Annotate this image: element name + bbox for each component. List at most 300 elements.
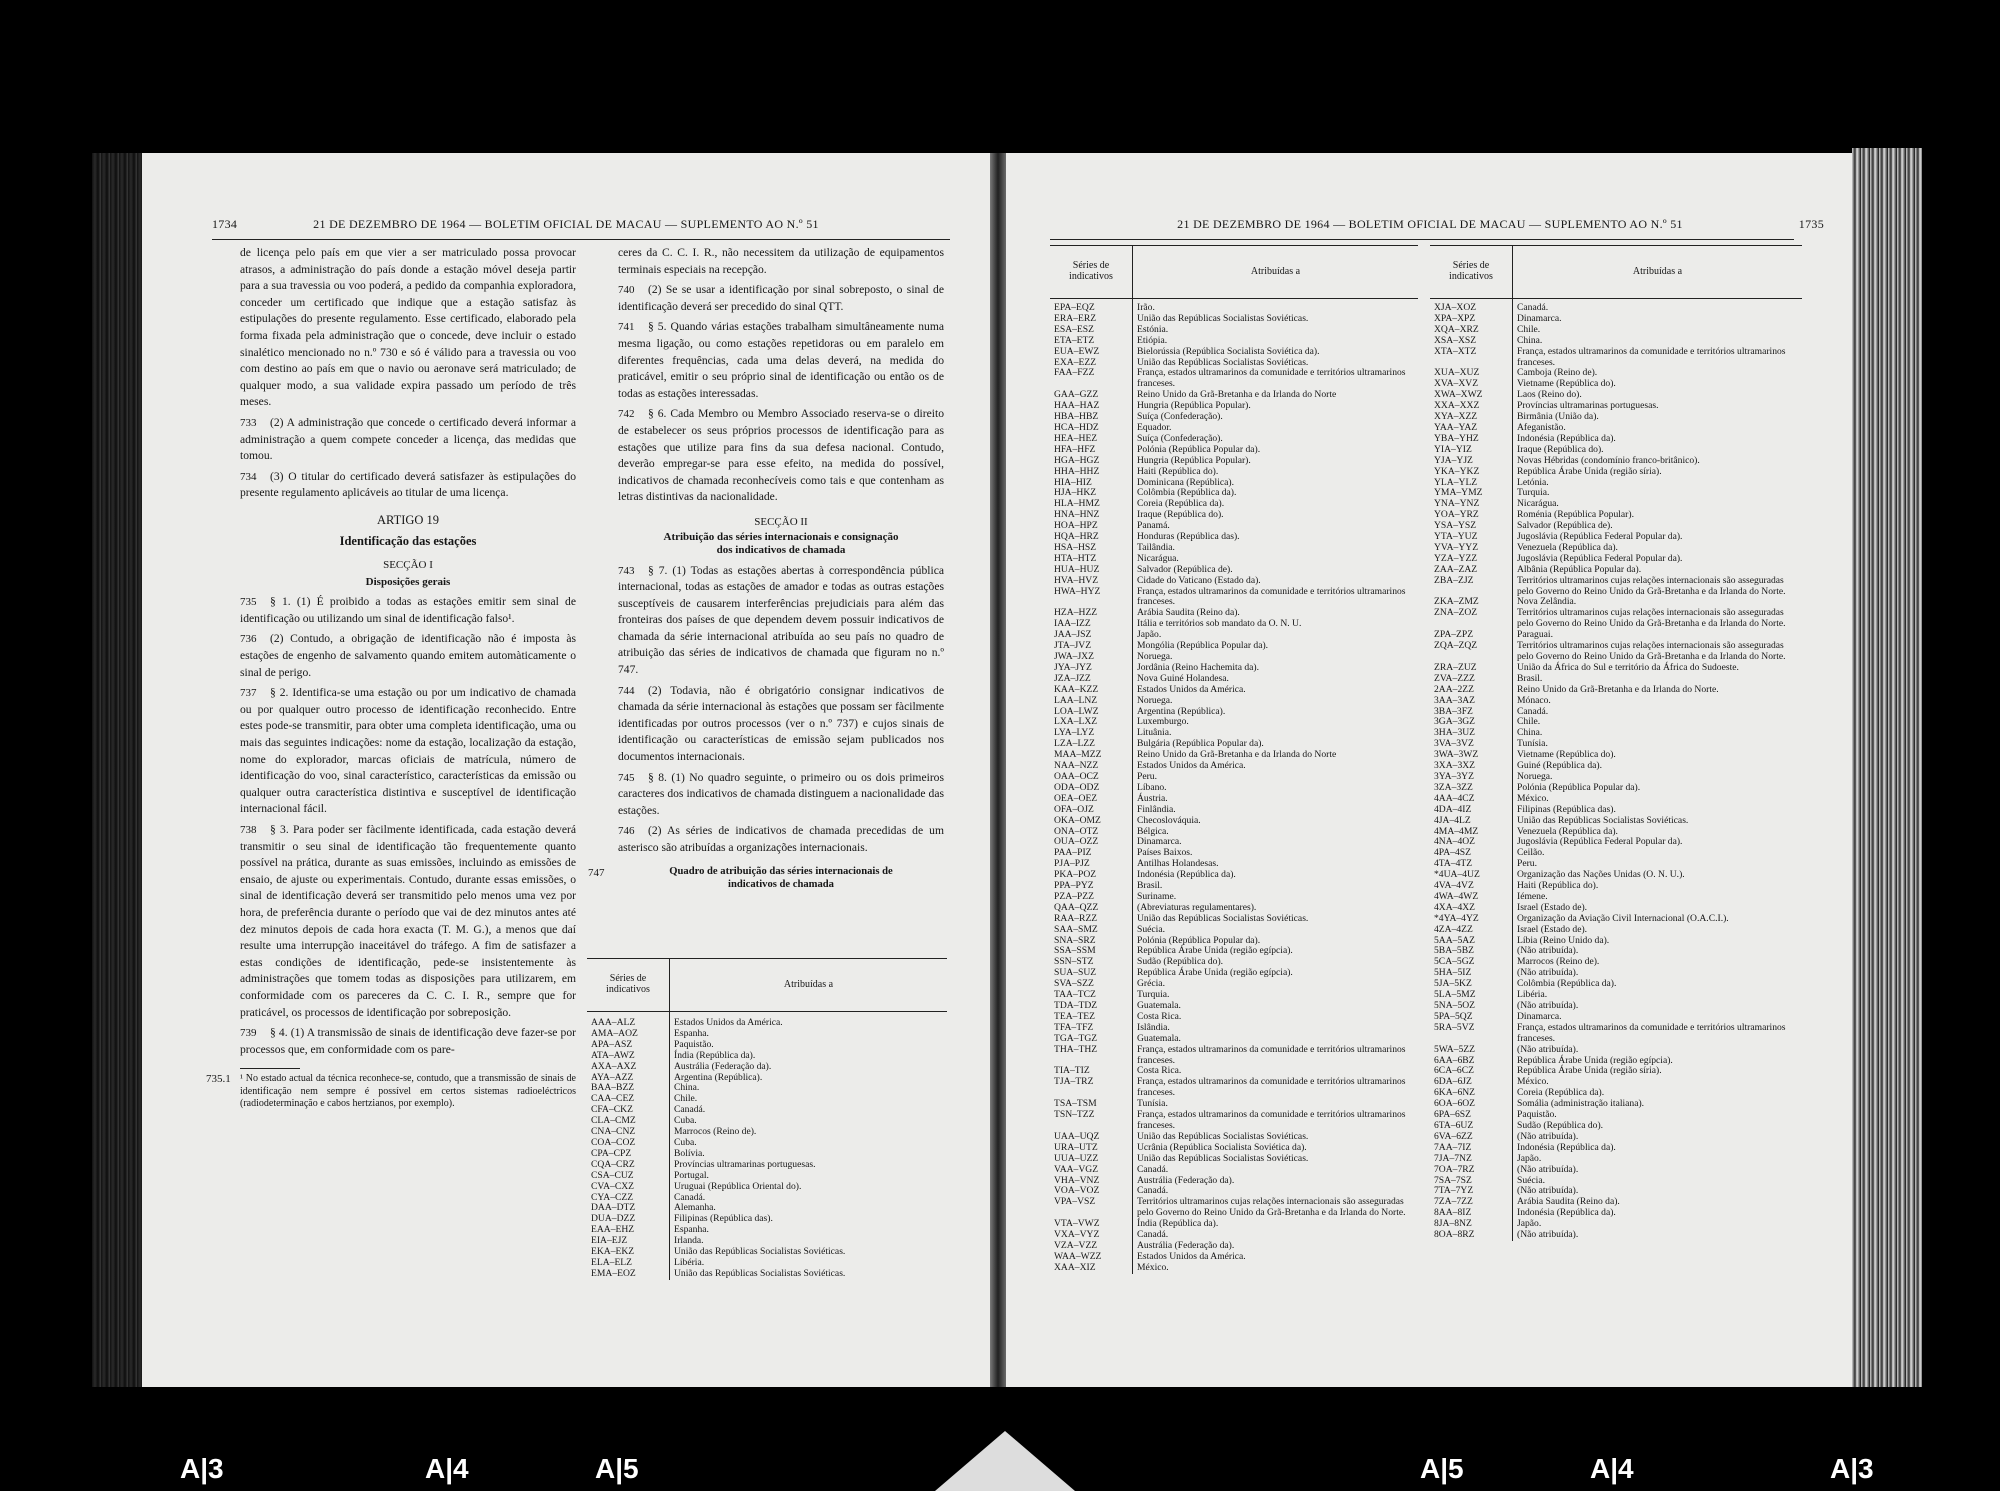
assigned-to-cell: Paquistão. bbox=[674, 1038, 714, 1050]
assigned-to-cell: Indonésia (República da). bbox=[1517, 1207, 1616, 1219]
table-row bbox=[1050, 1165, 1418, 1176]
series-code-cell: 3HA–3UZ bbox=[1430, 728, 1513, 739]
series-code-cell: URA–UTZ bbox=[1050, 1143, 1133, 1154]
assigned-to-cell: União das Repúblicas Socialistas Soviéticas. bbox=[1517, 814, 1689, 826]
series-code-cell: ZAA–ZAZ bbox=[1430, 565, 1513, 576]
assigned-to-cell: Noruega. bbox=[1137, 651, 1173, 662]
series-code-cell: 6KA–6NZ bbox=[1430, 1088, 1513, 1099]
table-row bbox=[1430, 325, 1802, 336]
table-row bbox=[587, 1029, 947, 1040]
paragraph bbox=[240, 631, 576, 681]
assigned-to-cell: Iraque (República do). bbox=[1137, 509, 1224, 521]
series-code-cell: JWA–JXZ bbox=[1050, 652, 1133, 663]
assigned-to-cell: Suriname. bbox=[1137, 890, 1177, 902]
series-code-cell: 5WA–5ZZ bbox=[1430, 1045, 1513, 1056]
left-table-head-series: Séries de indicativos bbox=[587, 959, 670, 1012]
assigned-to-cell: Indonésia (República da). bbox=[1137, 869, 1236, 881]
table-row bbox=[587, 1105, 947, 1116]
paragraph-number: 734 bbox=[240, 470, 257, 483]
left-binding-edge bbox=[92, 153, 144, 1387]
table-row bbox=[1050, 870, 1418, 881]
series-code-cell: XYA–XZZ bbox=[1430, 412, 1513, 423]
assigned-to-cell: União das Repúblicas Socialistas Soviéticas. bbox=[1137, 1130, 1309, 1142]
page-gutter bbox=[990, 153, 1006, 1387]
table-row bbox=[1430, 881, 1802, 892]
table-row bbox=[1050, 717, 1418, 728]
assigned-to-cell: Sudão (República do). bbox=[1137, 956, 1224, 968]
table-row bbox=[1430, 488, 1802, 499]
series-code-cell: TIA–TIZ bbox=[1050, 1066, 1133, 1077]
table-row bbox=[1050, 805, 1418, 816]
series-code-cell: YZA–YZZ bbox=[1430, 554, 1513, 565]
table-row bbox=[1430, 1208, 1802, 1219]
assigned-to-cell: Japão. bbox=[1517, 1218, 1542, 1230]
right-series-table-1 bbox=[1050, 245, 1418, 1274]
series-code-cell: XXA–XXZ bbox=[1430, 401, 1513, 412]
table-747-title: Quadro de atribuição das séries internacionais de indicativos de chamada bbox=[669, 865, 893, 890]
table-747-number: 747 bbox=[588, 866, 605, 879]
assigned-to-cell: Vietname (República do). bbox=[1517, 378, 1616, 390]
assigned-to-cell: Sudão (República do). bbox=[1517, 1119, 1604, 1131]
table-row bbox=[1430, 641, 1802, 663]
left-page-running-title: 21 DE DEZEMBRO DE 1964 — BOLETIM OFICIAL DE MACAU — SUPLEMENTO AO N.º 51 bbox=[313, 217, 819, 231]
assigned-to-cell: Peru. bbox=[1517, 858, 1537, 870]
series-code-cell: YAA–YAZ bbox=[1430, 423, 1513, 434]
series-code-cell: *4YA–4YZ bbox=[1430, 914, 1513, 925]
seccao-2-title: Atribuição das séries internacionais e consignação dos indicativos de chamada bbox=[663, 530, 899, 556]
right-page bbox=[1006, 153, 1854, 1387]
paragraph bbox=[240, 1025, 576, 1058]
table-row bbox=[1430, 707, 1802, 718]
table-row bbox=[1050, 925, 1418, 936]
assigned-to-cell: União das Repúblicas Socialistas Soviéticas. bbox=[674, 1267, 846, 1279]
paragraph-text: § 2. Identifica-se uma estação ou por um indicativo de chamada ou por qualquer outro processo de identificação reconhecido. Entre estes pode-se transmitir, para obter uma completa identificação, uma ou mais das seguintes indicações: nome da estação, localização da estação, nome do explorador, marcas oficiais de matrícula, número de identificação do voo, sinal característico, características da emissão ou qualquer outra característica distintiva e susceptível de identificação internacional fácil. bbox=[240, 686, 576, 816]
table-row bbox=[1430, 1176, 1802, 1187]
assigned-to-cell: Equador. bbox=[1137, 421, 1172, 433]
table-row bbox=[1430, 368, 1802, 379]
series-code-cell: ZKA–ZMZ bbox=[1430, 597, 1513, 608]
series-code-cell: TEA–TEZ bbox=[1050, 1012, 1133, 1023]
paragraph bbox=[240, 469, 576, 502]
table-row bbox=[1050, 467, 1418, 478]
series-code-cell: IAA–IZZ bbox=[1050, 619, 1133, 630]
table-row bbox=[1430, 663, 1802, 674]
assigned-to-cell: Somália (administração italiana). bbox=[1517, 1098, 1645, 1110]
assigned-to-cell: Dominicana (República). bbox=[1137, 476, 1234, 488]
table-row bbox=[1430, 1045, 1802, 1056]
assigned-to-cell: Salvador (República de). bbox=[1517, 520, 1613, 532]
series-code-cell: AAA–ALZ bbox=[587, 1018, 670, 1029]
series-code-cell: EPA–EQZ bbox=[1050, 303, 1133, 314]
assigned-to-cell: Territórios ultramarinos cujas relações internacionais são asseguradas pelo Governo do Reino Unido da Grã-Bretanha e da Irlanda do Norte. bbox=[1137, 1196, 1406, 1219]
assigned-to-cell: Filipinas (República das). bbox=[1517, 803, 1616, 815]
series-code-cell: ATA–AWZ bbox=[587, 1051, 670, 1062]
series-code-cell: UAA–UQZ bbox=[1050, 1132, 1133, 1143]
series-code-cell: COA–COZ bbox=[587, 1138, 670, 1149]
assigned-to-cell: República Árabe Unida (região egípcia). bbox=[1517, 1054, 1673, 1066]
assigned-to-cell: Austrália (Federação da). bbox=[1137, 1174, 1235, 1186]
assigned-to-cell: Brasil. bbox=[1137, 880, 1163, 892]
left-table-wrapper bbox=[587, 958, 947, 1280]
series-code-cell: JTA–JVZ bbox=[1050, 641, 1133, 652]
series-code-cell: YVA–YYZ bbox=[1430, 543, 1513, 554]
assigned-to-cell: Novas Hébridas (condomínio franco-britânico). bbox=[1517, 454, 1700, 466]
table-row bbox=[587, 1225, 947, 1236]
series-code-cell: 6CA–6CZ bbox=[1430, 1066, 1513, 1077]
series-code-cell: ETA–ETZ bbox=[1050, 336, 1133, 347]
series-code-cell: ZBA–ZJZ bbox=[1430, 576, 1513, 598]
assigned-to-cell: México. bbox=[1517, 792, 1549, 804]
series-code-cell: TAA–TCZ bbox=[1050, 990, 1133, 1001]
series-code-cell: HEA–HEZ bbox=[1050, 434, 1133, 445]
series-code-cell: EIA–EJZ bbox=[587, 1236, 670, 1247]
assigned-to-cell: (Não atribuída). bbox=[1517, 967, 1579, 979]
assigned-to-cell: Guatemala. bbox=[1137, 1032, 1181, 1044]
assigned-to-cell: Canadá. bbox=[1137, 1163, 1169, 1175]
series-code-cell: YKA–YKZ bbox=[1430, 467, 1513, 478]
seccao-heading: SECÇÃO I bbox=[383, 559, 433, 572]
assigned-to-cell: (Não atribuída). bbox=[1517, 1000, 1579, 1011]
series-code-cell: 5JA–5KZ bbox=[1430, 979, 1513, 990]
paragraph bbox=[618, 319, 944, 402]
series-code-cell: 3AA–3AZ bbox=[1430, 696, 1513, 707]
table-row bbox=[1050, 314, 1418, 325]
table-row bbox=[1430, 685, 1802, 696]
assigned-to-cell: União das Repúblicas Socialistas Soviéticas. bbox=[1137, 356, 1309, 368]
table-row bbox=[1050, 641, 1418, 652]
assigned-to-cell: Haiti (República do). bbox=[1517, 880, 1599, 892]
series-code-cell: CQA–CRZ bbox=[587, 1160, 670, 1171]
series-code-cell: RAA–RZZ bbox=[1050, 914, 1133, 925]
assigned-to-cell: Filipinas (República das). bbox=[674, 1213, 773, 1225]
assigned-to-cell: União das Repúblicas Socialistas Soviéticas. bbox=[1137, 912, 1309, 924]
assigned-to-cell: França, estados ultramarinos da comunidade e territórios ultramarinos franceses. bbox=[1517, 345, 1786, 368]
series-code-cell: HOA–HPZ bbox=[1050, 521, 1133, 532]
table-row bbox=[1050, 881, 1418, 892]
assigned-to-cell: Canadá. bbox=[674, 1191, 706, 1203]
assigned-to-cell: Bélgica. bbox=[1137, 825, 1169, 837]
table-row bbox=[1050, 837, 1418, 848]
table-row bbox=[1050, 401, 1418, 412]
assigned-to-cell: Territórios ultramarinos cujas relações internacionais são asseguradas pelo Governo do Reino Unido da Grã-Bretanha e da Irlanda do Norte. bbox=[1517, 574, 1786, 597]
assigned-to-cell: França, estados ultramarinos da comunidade e territórios ultramarinos franceses. bbox=[1137, 367, 1406, 390]
series-code-cell: HFA–HFZ bbox=[1050, 445, 1133, 456]
series-code-cell: VXA–VYZ bbox=[1050, 1230, 1133, 1241]
left-series-table bbox=[587, 958, 947, 1280]
table-747-caption bbox=[588, 865, 944, 891]
series-code-cell: CAA–CEZ bbox=[587, 1094, 670, 1105]
table-row bbox=[1430, 576, 1802, 598]
table-row bbox=[1430, 805, 1802, 816]
assigned-to-cell: (Não atribuída). bbox=[1517, 945, 1579, 957]
series-code-cell: YBA–YHZ bbox=[1430, 434, 1513, 445]
assigned-to-cell: Reino Unido da Grã-Bretanha e da Irlanda do Norte. bbox=[1517, 683, 1719, 695]
paragraph-number: 739 bbox=[240, 1027, 257, 1040]
series-code-cell: SAA–SMZ bbox=[1050, 925, 1133, 936]
table-row bbox=[1430, 761, 1802, 772]
series-code-cell: AYA–AZZ bbox=[587, 1073, 670, 1084]
assigned-to-cell: Colômbia (República da). bbox=[1137, 487, 1237, 499]
paragraph bbox=[240, 594, 576, 627]
series-code-cell: HQA–HRZ bbox=[1050, 532, 1133, 543]
table-row bbox=[1430, 816, 1802, 827]
paragraph-text: § 6. Cada Membro ou Membro Associado reserva-se o direito de estabelecer os seus próprios processos de identificação para as estações que utilize para fins da sua defesa nacional. Contudo, deverão empregar-se para esse efeito, na medida do possível, indicativos de chamada reconhecíveis como tais e que contenham as letras distintivas da nacionalidade. bbox=[618, 407, 944, 504]
table-row bbox=[1430, 478, 1802, 489]
assigned-to-cell: República Árabe Unida (região egípcia). bbox=[1137, 945, 1293, 957]
paragraph bbox=[618, 770, 944, 820]
right-page-running-title: 21 DE DEZEMBRO DE 1964 — BOLETIM OFICIAL DE MACAU — SUPLEMENTO AO N.º 51 bbox=[1177, 217, 1683, 231]
series-code-cell: SSA–SSM bbox=[1050, 946, 1133, 957]
series-code-cell: 8AA–8IZ bbox=[1430, 1208, 1513, 1219]
assigned-to-cell: Albânia (República Popular da). bbox=[1517, 563, 1642, 575]
series-code-cell: 7OA–7RZ bbox=[1430, 1165, 1513, 1176]
assigned-to-cell: Suécia. bbox=[1137, 923, 1165, 935]
film-mark: A|4 bbox=[1590, 1453, 1634, 1484]
table-row bbox=[1430, 1132, 1802, 1143]
assigned-to-cell: Bolívia. bbox=[674, 1147, 705, 1159]
table-row bbox=[1050, 1154, 1418, 1165]
table-row bbox=[1430, 314, 1802, 325]
table-row bbox=[1050, 990, 1418, 1001]
assigned-to-cell: Turquia. bbox=[1517, 487, 1550, 499]
assigned-to-cell: Polónia (República Popular da). bbox=[1137, 934, 1261, 946]
series-code-cell: LZA–LZZ bbox=[1050, 739, 1133, 750]
series-code-cell: 7ZA–7ZZ bbox=[1430, 1197, 1513, 1208]
table-row bbox=[1430, 728, 1802, 739]
series-code-cell: 4VA–4VZ bbox=[1430, 881, 1513, 892]
paragraph-number: 736 bbox=[240, 633, 257, 646]
series-code-cell: EUA–EWZ bbox=[1050, 347, 1133, 358]
paragraph-text: § 8. (1) No quadro seguinte, o primeiro ou os dois primeiros caracteres dos indicativos de chamada distinguem a nacionalidade das estações. bbox=[618, 770, 944, 817]
assigned-to-cell: Turquia. bbox=[1137, 989, 1170, 1001]
series-code-cell: PAA–PIZ bbox=[1050, 848, 1133, 859]
assigned-to-cell: República Árabe Unida (região egípcia). bbox=[1137, 967, 1293, 979]
series-code-cell: 4XA–4XZ bbox=[1430, 903, 1513, 914]
series-code-cell: 3VA–3VZ bbox=[1430, 739, 1513, 750]
assigned-to-cell: França, estados ultramarinos da comunidade e territórios ultramarinos franceses. bbox=[1137, 585, 1406, 608]
assigned-to-cell: Províncias ultramarinas portuguesas. bbox=[1517, 400, 1659, 412]
assigned-to-cell: Birmânia (União da). bbox=[1517, 411, 1599, 423]
assigned-to-cell: Áustria. bbox=[1137, 792, 1168, 804]
series-code-cell: YIA–YIZ bbox=[1430, 445, 1513, 456]
series-code-cell: APA–ASZ bbox=[587, 1040, 670, 1051]
assigned-to-cell: Jordânia (Reino Hachemita da). bbox=[1137, 661, 1260, 673]
assigned-to-cell: (Abreviaturas regulamentares). bbox=[1137, 901, 1257, 913]
series-code-cell: HSA–HSZ bbox=[1050, 543, 1133, 554]
right-page-number: 1735 bbox=[1798, 217, 1824, 231]
series-code-cell: PJA–PJZ bbox=[1050, 859, 1133, 870]
table-row bbox=[1430, 1023, 1802, 1045]
assigned-to-cell: Bulgária (República Popular da). bbox=[1137, 738, 1264, 750]
paragraph bbox=[618, 406, 944, 506]
assigned-to-cell: Territórios ultramarinos cujas relações internacionais são asseguradas pelo Governo do Reino Unido da Grã-Bretanha e da Irlanda do Norte. bbox=[1517, 640, 1786, 662]
assigned-to-cell: Guatemala. bbox=[1137, 1000, 1181, 1011]
series-code-cell: HVA–HVZ bbox=[1050, 576, 1133, 587]
series-code-cell: LYA–LYZ bbox=[1050, 728, 1133, 739]
assigned-to-cell: Canadá. bbox=[1137, 1185, 1169, 1197]
series-code-cell: VHA–VNZ bbox=[1050, 1176, 1133, 1187]
table-row bbox=[1050, 707, 1418, 718]
assigned-to-cell: Austrália (Federação da). bbox=[1137, 1239, 1235, 1251]
series-code-cell: ZVA–ZZZ bbox=[1430, 674, 1513, 685]
seccao-title: Disposições gerais bbox=[365, 575, 451, 588]
series-code-cell: NAA–NZZ bbox=[1050, 761, 1133, 772]
assigned-to-cell: Antilhas Holandesas. bbox=[1137, 858, 1219, 870]
series-code-cell: TFA–TFZ bbox=[1050, 1023, 1133, 1034]
series-code-cell: OUA–OZZ bbox=[1050, 837, 1133, 848]
series-code-cell: OFA–OJZ bbox=[1050, 805, 1133, 816]
assigned-to-cell: Jugoslávia (República Federal Popular da). bbox=[1517, 531, 1683, 543]
series-code-cell: HIA–HIZ bbox=[1050, 478, 1133, 489]
table-row bbox=[587, 1138, 947, 1149]
footnote-text: ¹ No estado actual da técnica reconhece-se, contudo, que a transmissão de sinais de identificação nem sempre é possível em certos sistemas radioeléctricos (radiodeterminação e cabos hertzianos, por exemplo). bbox=[240, 1073, 576, 1110]
series-code-cell: 4JA–4LZ bbox=[1430, 816, 1513, 827]
assigned-to-cell: México. bbox=[1137, 1261, 1169, 1273]
series-code-cell: HBA–HBZ bbox=[1050, 412, 1133, 423]
assigned-to-cell: Nova Guiné Holandesa. bbox=[1137, 672, 1229, 684]
table-row bbox=[1430, 925, 1802, 936]
paragraph-number: 737 bbox=[240, 687, 257, 700]
right-table-2-wrapper bbox=[1430, 245, 1802, 1241]
table-row bbox=[1050, 1219, 1418, 1230]
table-row bbox=[1050, 488, 1418, 499]
assigned-to-cell: Suíça (Confederação). bbox=[1137, 432, 1223, 444]
paragraph bbox=[240, 415, 576, 465]
table-row bbox=[1430, 412, 1802, 423]
series-code-cell: KAA–KZZ bbox=[1050, 685, 1133, 696]
series-code-cell: ELA–ELZ bbox=[587, 1258, 670, 1269]
assigned-to-cell: França, estados ultramarinos da comunidade e territórios ultramarinos franceses. bbox=[1137, 1043, 1406, 1066]
film-strip-footer bbox=[0, 1387, 2000, 1491]
series-code-cell: YSA–YSZ bbox=[1430, 521, 1513, 532]
assigned-to-cell: Noruega. bbox=[1137, 694, 1173, 706]
paragraph-text: § 1. (1) É proibido a todas as estações emitir sem sinal de identificação ou utilizando um sinal de identificação falso¹. bbox=[240, 595, 576, 625]
series-code-cell: HJA–HKZ bbox=[1050, 488, 1133, 499]
series-code-cell: 3XA–3XZ bbox=[1430, 761, 1513, 772]
series-code-cell: 6PA–6SZ bbox=[1430, 1110, 1513, 1121]
series-code-cell: TJA–TRZ bbox=[1050, 1077, 1133, 1099]
series-code-cell: VAA–VGZ bbox=[1050, 1165, 1133, 1176]
artigo-title: Identificação das estações bbox=[339, 533, 477, 548]
paragraph bbox=[618, 245, 944, 278]
table-row bbox=[1050, 1077, 1418, 1099]
assigned-to-cell: Japão. bbox=[1517, 1152, 1542, 1164]
assigned-to-cell: Organização da Aviação Civil Internacional (O.A.C.I.). bbox=[1517, 912, 1729, 924]
series-code-cell: JZA–JZZ bbox=[1050, 674, 1133, 685]
series-code-cell: 4PA–4SZ bbox=[1430, 848, 1513, 859]
assigned-to-cell: Hungria (República Popular). bbox=[1137, 400, 1251, 412]
assigned-to-cell: Paraguai. bbox=[1517, 629, 1553, 641]
film-mark: A|5 bbox=[595, 1453, 639, 1484]
assigned-to-cell: Tunísia. bbox=[1137, 1098, 1168, 1110]
series-code-cell: XUA–XUZ bbox=[1430, 368, 1513, 379]
assigned-to-cell: Canadá. bbox=[1137, 1229, 1169, 1241]
series-code-cell: SVA–SZZ bbox=[1050, 979, 1133, 990]
assigned-to-cell: Brasil. bbox=[1517, 672, 1543, 684]
assigned-to-cell: Chile. bbox=[1517, 716, 1541, 728]
table-row bbox=[1430, 347, 1802, 369]
assigned-to-cell: Jugoslávia (República Federal Popular da). bbox=[1517, 836, 1683, 848]
assigned-to-cell: Mónaco. bbox=[1517, 694, 1551, 706]
series-code-cell: 4AA–4CZ bbox=[1430, 794, 1513, 805]
series-code-cell: HLA–HMZ bbox=[1050, 499, 1133, 510]
paragraph-number: 742 bbox=[618, 408, 635, 421]
series-code-cell: LXA–LXZ bbox=[1050, 717, 1133, 728]
paragraph-text: (2) Todavia, não é obrigatório consignar indicativos de chamada da série internacional às estações que possam ser fàcilmente identificadas por outros processos (ver o n.º 737) e cujos sinais de identificação ou características de emissão sejam publicados nos documentos internacionais. bbox=[618, 683, 944, 764]
assigned-to-cell: Canadá. bbox=[1517, 705, 1549, 717]
assigned-to-cell: Afeganistão. bbox=[1517, 421, 1566, 433]
series-code-cell: 7TA–7YZ bbox=[1430, 1186, 1513, 1197]
assigned-to-cell: Chile. bbox=[674, 1093, 698, 1105]
assigned-to-cell: (Não atribuída). bbox=[1517, 1229, 1579, 1241]
assigned-to-cell: Argentina (República). bbox=[674, 1071, 763, 1083]
assigned-to-cell: Coreia (República da). bbox=[1137, 498, 1225, 510]
series-code-cell: QAA–QZZ bbox=[1050, 903, 1133, 914]
paragraph-text: ceres da C. C. I. R., não necessitem da utilização de equipamentos terminais especiais na recepção. bbox=[618, 246, 944, 276]
assigned-to-cell: (Não atribuída). bbox=[1517, 1130, 1579, 1142]
series-code-cell: PPA–PYZ bbox=[1050, 881, 1133, 892]
series-code-cell: 5HA–5IZ bbox=[1430, 968, 1513, 979]
series-code-cell: XJA–XOZ bbox=[1430, 303, 1513, 314]
left-column-1 bbox=[206, 245, 576, 1111]
series-code-cell: FAA–FZZ bbox=[1050, 368, 1133, 390]
assigned-to-cell: Tailândia. bbox=[1137, 541, 1175, 553]
right-table-2-head-series: Séries de indicativos bbox=[1430, 246, 1513, 299]
series-code-cell: UUA–UZZ bbox=[1050, 1154, 1133, 1165]
table-row bbox=[1050, 1252, 1418, 1263]
assigned-to-cell: Laos (Reino do). bbox=[1517, 389, 1582, 401]
series-code-cell: 5CA–5GZ bbox=[1430, 957, 1513, 968]
table-row bbox=[1050, 914, 1418, 925]
series-code-cell: HHA–HHZ bbox=[1050, 467, 1133, 478]
table-row bbox=[1050, 499, 1418, 510]
assigned-to-cell: Marrocos (Reino de). bbox=[674, 1126, 757, 1138]
table-row bbox=[1430, 1110, 1802, 1121]
paragraph-number: 740 bbox=[618, 284, 635, 297]
series-code-cell: THA–THZ bbox=[1050, 1045, 1133, 1067]
table-row bbox=[1430, 336, 1802, 347]
table-row bbox=[1050, 685, 1418, 696]
paragraph-text: (3) O titular do certificado deverá satisfazer às estipulações do presente regulamento aplicáveis ao titular de uma licença. bbox=[240, 469, 576, 500]
table-row bbox=[1430, 423, 1802, 434]
assigned-to-cell: Territórios ultramarinos cujas relações internacionais são asseguradas pelo Governo do Reino Unido da Grã-Bretanha e da Irlanda do Norte. bbox=[1517, 607, 1786, 630]
right-table-2-head-assigned: Atribuídas a bbox=[1513, 246, 1803, 299]
table-row bbox=[1430, 1121, 1802, 1132]
table-row bbox=[1430, 837, 1802, 848]
table-row bbox=[587, 1094, 947, 1105]
assigned-to-cell: Canadá. bbox=[1517, 302, 1549, 313]
table-row bbox=[1430, 979, 1802, 990]
table-row bbox=[1430, 379, 1802, 390]
assigned-to-cell: Cuba. bbox=[674, 1136, 697, 1148]
table-row bbox=[1050, 816, 1418, 827]
table-row bbox=[1430, 957, 1802, 968]
film-mark: A|5 bbox=[1420, 1453, 1464, 1484]
series-code-cell: *4UA–4UZ bbox=[1430, 870, 1513, 881]
table-row bbox=[1050, 783, 1418, 794]
table-row bbox=[1430, 467, 1802, 478]
left-column-2 bbox=[588, 245, 944, 891]
series-code-cell: 4WA–4WZ bbox=[1430, 892, 1513, 903]
series-code-cell: 6OA–6OZ bbox=[1430, 1099, 1513, 1110]
series-code-cell: EXA–EZZ bbox=[1050, 358, 1133, 369]
series-code-cell: 4TA–4TZ bbox=[1430, 859, 1513, 870]
assigned-to-cell: Cuba. bbox=[674, 1115, 697, 1127]
assigned-to-cell: Dinamarca. bbox=[1137, 836, 1182, 848]
table-row bbox=[1050, 576, 1418, 587]
series-code-cell: TGA–TGZ bbox=[1050, 1034, 1133, 1045]
paragraph-text: § 4. (1) A transmissão de sinais de identificação deve fazer-se por processos que, em conformidade com os pare- bbox=[240, 1026, 576, 1056]
